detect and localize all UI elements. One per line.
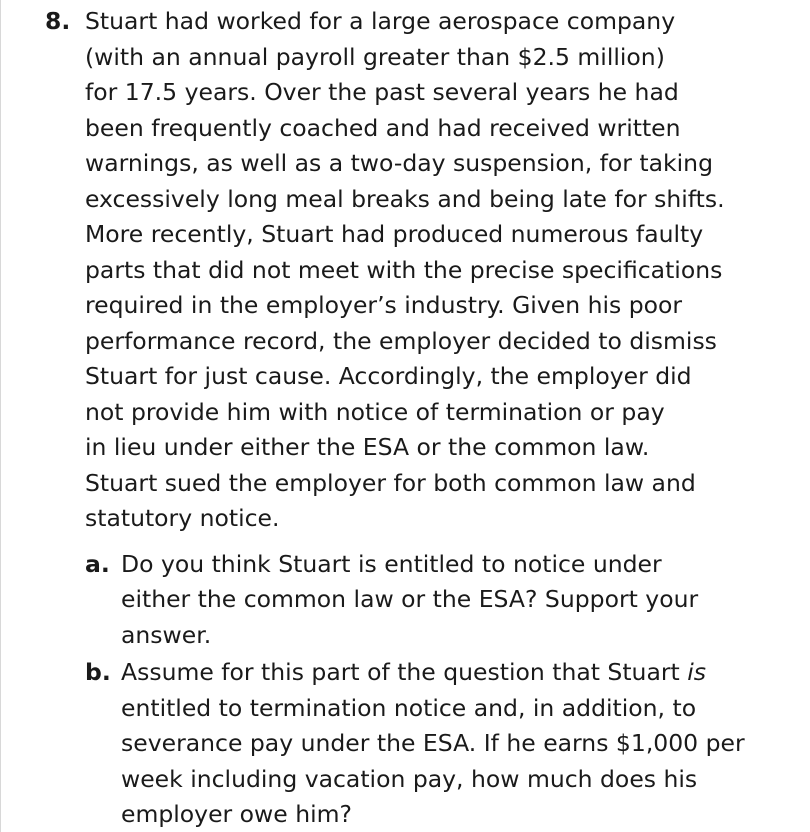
part-line: employer owe him? — [121, 800, 352, 828]
question-line: More recently, Stuart had produced numerous faulty — [85, 220, 704, 248]
question-line: parts that did not meet with the precise specifications — [85, 255, 723, 284]
question-line: been frequently coached and had received written — [85, 113, 681, 142]
part-b — [85, 655, 785, 832]
question-parts — [85, 547, 785, 832]
part-line: answer. — [121, 620, 212, 649]
emphasis-text: is — [687, 658, 706, 686]
question-line: Stuart had worked for a large aerospace company — [85, 7, 676, 35]
part-text — [121, 655, 745, 832]
question-line: excessively long meal breaks and being late for shifts. — [85, 184, 725, 213]
question-8 — [45, 4, 785, 832]
question-body — [85, 4, 735, 537]
part-letter: a. — [85, 549, 110, 578]
question-line: required in the employer’s industry. Given his poor — [85, 291, 683, 319]
question-line: not provide him with notice of termination or pay — [85, 397, 665, 426]
part-line: entitled to termination notice and, in addition, to — [121, 693, 697, 722]
part-line: week including vacation pay, how much does his — [121, 764, 698, 793]
part-line — [121, 655, 745, 691]
part-line: severance pay under the ESA. If he earns $1,000 per — [121, 729, 745, 757]
part-text — [121, 547, 698, 654]
question-line: Stuart sued the employer for both common law and — [85, 468, 696, 497]
part-line: Do you think Stuart is entitled to notice under — [121, 549, 662, 578]
part-line: either the common law or the ESA? Support your — [121, 585, 699, 613]
question-line: for 17.5 years. Over the past several years he had — [85, 78, 679, 106]
question-line: warnings, as well as a two-day suspension, for taking — [85, 149, 713, 177]
question-line: in lieu under either the ESA or the common law. — [85, 433, 650, 461]
part-line-text: Assume for this part of the question that Stuart — [121, 658, 688, 686]
question-line: (with an annual payroll greater than $2.5 million) — [85, 42, 665, 71]
question-line: performance record, the employer decided to dismiss — [85, 326, 717, 355]
part-a — [85, 547, 785, 654]
question-line: Stuart for just cause. Accordingly, the employer did — [85, 362, 692, 390]
part-letter: b. — [85, 658, 111, 686]
question-line: statutory notice. — [85, 504, 280, 532]
question-number: 8. — [45, 7, 71, 35]
